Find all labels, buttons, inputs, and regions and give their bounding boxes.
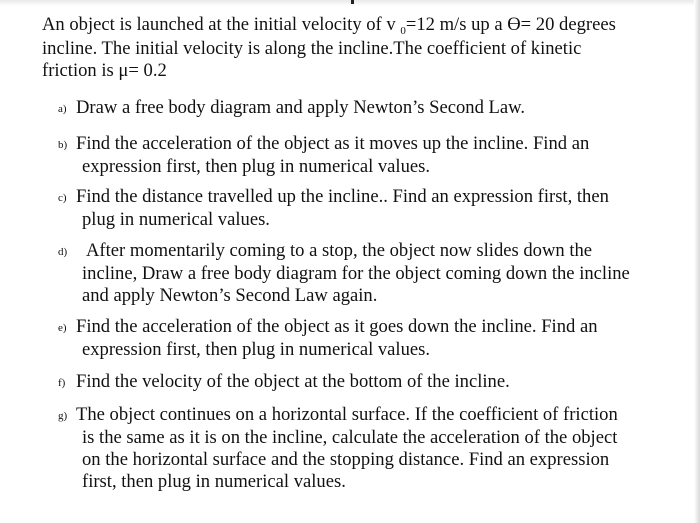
problem-line-2: incline. The initial velocity is along the incline.The coefficient of kinetic — [42, 38, 582, 59]
question-marker: c) — [58, 192, 67, 204]
question-b: b) Find the acceleration of the object as it moves up the incline. Find an expression first, then plug in numerical values. — [58, 133, 590, 177]
question-g: g) The object continues on a horizontal surface. If the coefficient of friction is the same as it is on the incline, calculate the acceleration of the object on the horizontal surface and the stopping distance. Find an expression first, then plug in numerical values. — [58, 404, 618, 492]
question-marker: f) — [58, 377, 66, 389]
problem-line-3: friction is μ= 0.2 — [42, 60, 167, 81]
right-shadow — [694, 0, 700, 523]
velocity-subscript: 0 — [400, 25, 406, 37]
question-marker: a) — [58, 103, 67, 115]
question-a: a) Draw a free body diagram and apply Newton’s Second Law. — [58, 97, 526, 118]
question-marker: g) — [58, 410, 68, 422]
question-f: f) Find the velocity of the object at the bottom of the incline. — [58, 371, 510, 392]
clipped-glyph — [351, 0, 354, 4]
question-marker: b) — [58, 139, 68, 151]
question-marker: d) — [58, 246, 68, 258]
question-d: d) After momentarily coming to a stop, the object now slides down the incline, Draw a free body diagram for the object coming down the incline and apply Newton’s Second Law again. — [58, 240, 630, 306]
problem-statement — [42, 14, 682, 82]
problem-line-1: An object is launched at the initial velocity of v $_0$=12 m/s up a ϴ= 20 degrees — [42, 14, 616, 37]
question-c: c) Find the distance travelled up the incline.. Find an expression first, then plug in numerical values. — [58, 186, 609, 230]
question-marker: e) — [58, 322, 67, 334]
question-e: e) Find the acceleration of the object as it goes down the incline. Find an expression first, then plug in numerical values. — [58, 316, 598, 360]
top-shadow — [0, 0, 700, 6]
